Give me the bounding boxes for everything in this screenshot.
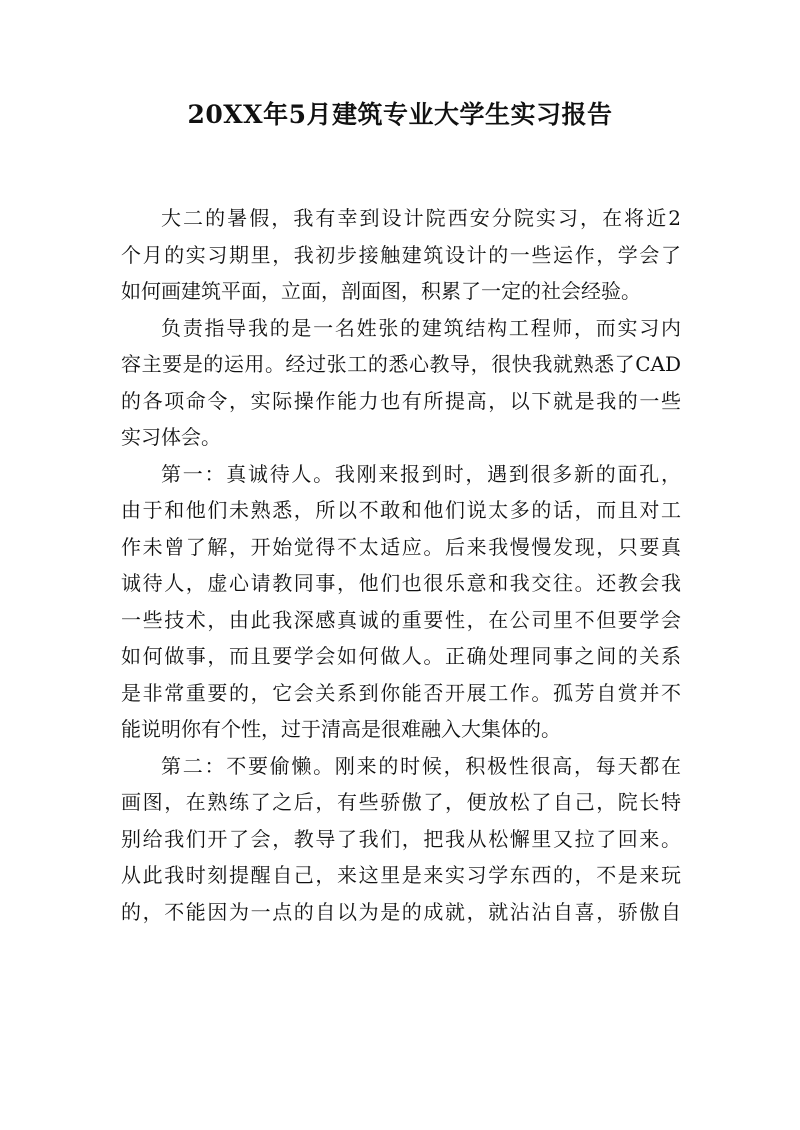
text-line: 第二：不要偷懒。刚来的时候，积极性很高，每天都在 [161, 753, 681, 778]
text-line: 大二的暑假，我有幸到设计院西安分院实习，在将近2 [161, 206, 681, 230]
text-line: 能说明你有个性，过于清高是很难融入大集体的。 [121, 717, 561, 741]
document-body [121, 200, 681, 930]
paragraph-3 [121, 456, 681, 748]
text-line: 实习体会。 [121, 425, 221, 449]
text-line: 的各项命令，实际操作能力也有所提高，以下就是我的一些 [121, 388, 681, 413]
text-line: 负责指导我的是一名姓张的建筑结构工程师，而实习内 [161, 315, 681, 340]
text-line: 一些技术，由此我深感真诚的重要性，在公司里不但要学会 [121, 607, 681, 632]
text-line: 如何画建筑平面，立面，剖面图，积累了一定的社会经验。 [121, 279, 641, 303]
paragraph-2 [121, 310, 681, 456]
text-line: 画图，在熟练了之后，有些骄傲了，便放松了自己，院长特 [121, 790, 681, 814]
text-line: 从此我时刻提醒自己，来这里是来实习学东西的，不是来玩 [121, 863, 681, 887]
text-line: 如何做事，而且要学会如何做人。正确处理同事之间的关系 [121, 644, 681, 668]
paragraph-4 [121, 748, 681, 931]
text-line: 别给我们开了会，教导了我们，把我从松懈里又拉了回来。 [121, 826, 681, 851]
text-line: 由于和他们未熟悉，所以不敢和他们说太多的话，而且对工 [121, 498, 681, 522]
text-line: 容主要是的运用。经过张工的悉心教导，很快我就熟悉了CAD [121, 352, 681, 376]
text-line: 作未曾了解，开始觉得不太适应。后来我慢慢发现，只要真 [121, 534, 681, 559]
text-line: 诚待人，虚心请教同事，他们也很乐意和我交往。还教会我 [121, 571, 681, 595]
document-title: 20XX年5月建筑专业大学生实习报告 [187, 100, 613, 129]
paragraph-1 [121, 200, 681, 310]
text-line: 个月的实习期里，我初步接触建筑设计的一些运作，学会了 [121, 242, 681, 267]
text-line: 第一：真诚待人。我刚来报到时，遇到很多新的面孔， [161, 461, 681, 486]
text-line: 的，不能因为一点的自以为是的成就，就沾沾自喜，骄傲自 [121, 899, 681, 924]
text-line: 是非常重要的，它会关系到你能否开展工作。孤芳自赏并不 [121, 680, 681, 705]
